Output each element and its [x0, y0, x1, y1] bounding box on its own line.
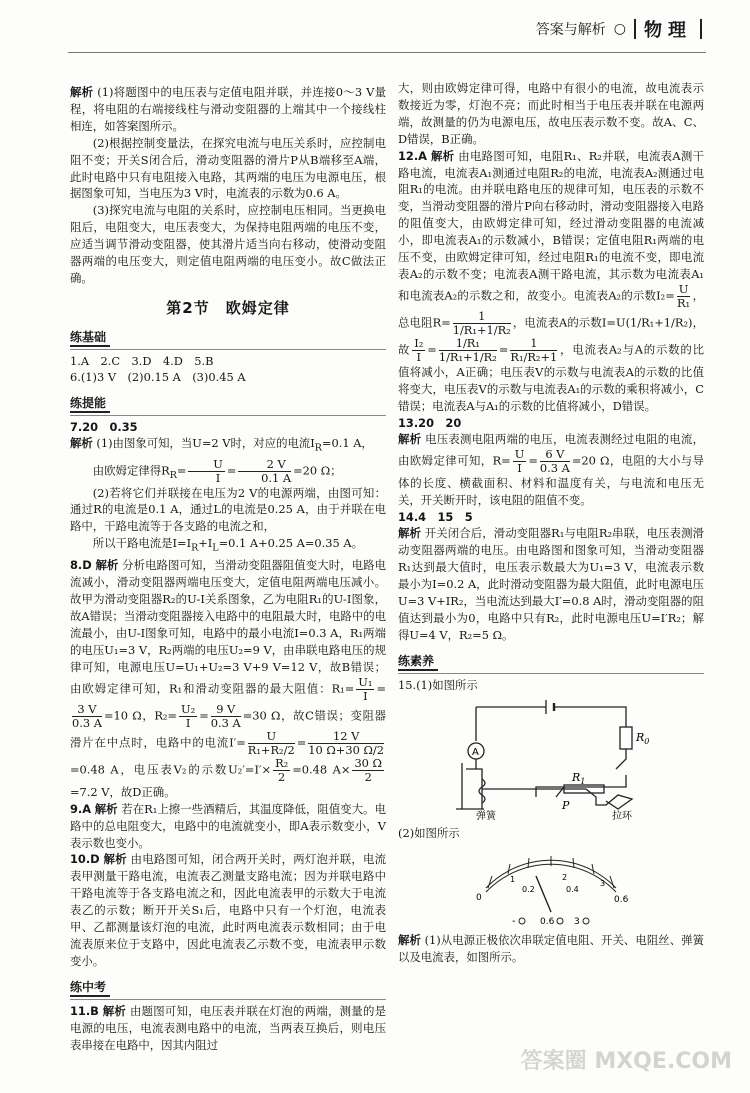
fraction: $\frac{30 \Omega}{2}$ [354, 755, 382, 784]
subheading-exam: 练中考 [70, 978, 110, 997]
fraction: $\frac{\text{U₂}}{I}$ [181, 701, 196, 730]
fraction: $\frac{6 V}{0.3 A}$ [539, 447, 570, 475]
analysis-7a [70, 435, 386, 457]
analysis-10 [70, 851, 386, 969]
label-spring: 弹簧 [476, 811, 496, 822]
analysis-7d: 所以干路电流是$I=I_R+I_L=0.1$ A+0.25 A=0.35 A。 [92, 536, 363, 554]
label-ammeter: A [472, 747, 479, 759]
sub-row-basic [70, 324, 386, 350]
answer-13: 13.20 20 [398, 415, 462, 430]
analysis-tag: 解析 [398, 932, 421, 947]
fraction: $\frac{U}{\text{R₁}}$ [676, 281, 691, 310]
analysis-12: 12.A 解析 由电路图可知，电阻R₁、R₂并联，电流表A测干路电流，电流表A₁测通过电阻R₂的电流，电流表A₂测通过电阻R₁的电流。由并联电路电压的规律可知，电压表的示数不变，当滑动变阻器的滑片P向右移动时，滑动变阻器接入电路的阻值变大，由欧姆定律可知，经过滑动变阻器的电流减小，即电流表A₁的示数减小，B错误；定值电阻R₁两端的电压不变，由欧姆定律可知，经过电阻R₁的电流不变，即电流表A₂的示数不变；电流表A测干路电流，其示数为电流表A₁和电流表A₂的示数之和，故变小。电流表A₂的示数I₂= $\frac{U}{\text{R₁}}$ ，总电阻R= $\frac{1}{\text{1/R₁+1/R₂}}$ ，电流表A的示数I=U(1/R₁+1/R₂)，故 $\frac{\text{I₂}}{I}$ = $\frac{\text{1/R₁}}{\text{1/R₁+1/R₂}}$ = $\frac{1}{\text{R₁/R₂+1}}$ ，电流表A₂与A的示数的比值将减小，A正确；电压表V的示数与电流表A的示数的比值将变大，电压表V的示数与电流表A₁的示数的乘积将减小，C错误；电流表A与A₁的示数的比值将减小，D错误。 [398, 148, 704, 413]
dial-tick-0-4: 0.4 [566, 884, 579, 894]
fraction: $\frac{12 V}{10 \Omega+30 \Omega/2}$ [308, 728, 384, 757]
analysis-tag: 解析 [70, 436, 93, 451]
fraction: $\frac{1}{\text{R₁/R₂+1}}$ [510, 335, 558, 364]
text: 由电路图可知，闭合两开关时，两灯泡并联，电流表甲测量干路电流，电流表乙测量支路电流；因为并联电路中干路电流等于各支路电流之和，因此电流表甲的示数大于电流表乙的示数；断开开关S₁后，电路中只有一个灯泡，电流表甲、乙都测量该灯泡的电流，此时两电流表示数相同；由于电流表原来位于支路中，因此电流表乙示数不变，电流表甲示数变小。 [70, 852, 386, 968]
continuation-11: 大，则由欧姆定律可得，电路中有很小的电流，故电流表示数接近为零，灯泡不亮；而此时相当于电压表并联在电源两端，故测量的仍为电源电压，故电压表示数不变。故A、C、D错误，B正确。 [398, 81, 704, 146]
subheading-literacy: 练素养 [398, 652, 438, 671]
subheading-ability: 练提能 [70, 394, 110, 413]
paragraph-3: (3)探究电流与电阻的关系时，应控制电压相同。当更换电阻后，电阻变大，电压表变大，为保持电阻两端的电压不变，应适当调节滑动变阻器，使其滑片适当向右移动，使滑动变阻器两端的电压变大，则定值电阻两端的电压变小。故C做法正确。 [70, 203, 386, 285]
text: =0.1 A， [321, 436, 373, 451]
label-p: P [562, 799, 570, 813]
header-bar-right [700, 19, 702, 39]
text: 若在R₁上擦一些酒精后，其温度降低，阻值变大。电路中的总电阻变大，电路中的电流就变小，即A表示数变小，V表示数也变小。 [70, 801, 386, 850]
sub: R [314, 442, 322, 454]
text: =20 Ω； [293, 463, 342, 478]
text: 由题图可知，电压表并联在灯泡的两端，测量的是电源的电压，电流表测电路中的电流，当两表互换后，则电压表串接在电路中，因其内阻过 [70, 1003, 386, 1052]
dial-tick-1: 1 [510, 874, 516, 884]
analysis-tag: 解析 [398, 432, 422, 447]
paragraph-2: (2)根据控制变量法，在探究电流与电压关系时，应控制电阻不变；开关S闭合后，滑动变阻器的滑片P从B端移至A端，此时电路中只有电阻接入电路，其两端的电压为电源电压，根据图象可知，当电压为3 V时，电流表的示数为0.6 A。 [70, 135, 386, 201]
answers-6: 6.(1)3 V (2)0.15 A (3)0.45 A [70, 370, 246, 385]
analysis-tag: 解析 [398, 526, 421, 541]
analysis-15: 解析 (1)从电源正极依次串联定值电阻、开关、电阻丝、弹簧以及电流表，如图所示。 [398, 932, 704, 964]
fraction: $\frac{\text{I₂}}{I}$ [414, 335, 424, 364]
left-column [70, 84, 386, 1054]
ammeter-dial [466, 846, 636, 928]
qnum-7: 7.20 0.35 [70, 419, 138, 434]
header-rule [68, 52, 706, 53]
label-ring: 拉环 [612, 811, 632, 822]
header-section: 答案与解析 [535, 22, 606, 38]
subheading-basic: 练基础 [70, 328, 110, 347]
text: 所以干路电流是I=I [92, 536, 192, 551]
label-r0: $R_0$ [636, 731, 650, 747]
header-separator: ○ [613, 21, 626, 37]
analysis-tag: 解析 [103, 852, 127, 867]
text: (1)将题图中的电压表与定值电阻并联，并连接0～3 V量程，将电阻的右端接线柱与滑动变阻器的上端其中一个接线柱相连，如答案图所示。 [70, 85, 386, 133]
analysis-11 [70, 1003, 386, 1054]
fraction-u-over-ir: $\frac{U}{I}$ [188, 458, 224, 485]
sub: R [169, 469, 177, 481]
analysis-7c: (2)若将它们并联接在电压为2 V的电源两端，由图可知：通过R的电流是0.1 A，通过L的电流是0.25 A，由于并联在电路中，干路电流等于各支路的电流之和， [70, 485, 386, 534]
analysis-tag: 解析 [94, 801, 118, 816]
qnum-11: 11.B [70, 1003, 99, 1018]
analysis-8: 8.D 解析 分析电路图可知，当滑动变阻器阻值变大时，电路电流减小，滑动变阻器两端电压变大，定值电阻两端电压减小。故甲为滑动变阻器R₂的U-I关系图象，乙为电阻R₁的U-I图象，故A错误；当滑动变阻器接入电路中的电阻最大时，电路中的电流最小，由U-I图象可知，电路中的最小电流I=0.3 A，R₁两端的电压U₁=3 V，R₂两端的电压U₂=9 V，由串联电路电压的规律可知，电源电压U=U₁+U₂=3 V+9 V=12 V，故B错误；由欧姆定律可知，R₁和滑动变阻器的最大阻值：R₁= $\frac{\text{U₁}}{I}$ = $\frac{3 V}{0.3 A}$ =10 Ω，R₂= $\frac{\text{U₂}}{I}$ = $\frac{9 V}{0.3 A}$ =30 Ω，故C错误；变阻器滑片在中点时，电路中的电流I′= $\frac{U}{\text{R₁+R₂/2}}$ = $\frac{12 V}{10 \Omega+30 \Omega/2}$ =0.48 A，电压表V₂的示数U₂′=I′× $\frac{\text{R₂}}{2}$ =0.48 A× $\frac{30 \Omega}{2}$ =7.2 V，故D正确。 [70, 558, 387, 799]
terminal-minus: - [512, 915, 516, 927]
analysis-tag: 解析 [95, 558, 119, 573]
analysis-14: 解析 开关闭合后，滑动变阻器R₁与电阻R₂串联，电压表测滑动变阻器两端的电压。由电路图和图象可知，当滑动变阻器R₁达到最大值时，电压表示数最大为U₁=3 V，电流表示数最小为I=0.2 A，此时滑动变阻器为最大阻值，此时电源电压U=3 V+IR₂，当电流达到最大I′=0.8 A时，滑动变阻器的阻值达到最小为0，电路中只有R₂，此时电源电压U=I′R₂；解得U=4 V，R₂=5 Ω。 [398, 526, 704, 642]
sub-row-ability [70, 390, 386, 416]
dial-tick-2: 2 [562, 872, 568, 882]
answer-14: 14.4 15 5 [398, 509, 473, 524]
watermark: 答案圈 MXQE.COM [520, 1049, 732, 1074]
analysis-7b: 由欧姆定律得$R_R=$ $\frac{U}{I}$ = $\frac{2 V}{0.1 A}$ =20 Ω； [92, 456, 342, 485]
sub-row-exam [70, 974, 386, 1000]
fraction: $\frac{3 V}{0.3 A}$ [72, 701, 102, 730]
terminal-0-6: 0.6 [540, 916, 555, 927]
fraction: $\frac{1}{\text{1/R₁+1/R₂}}$ [452, 308, 511, 337]
analysis-tag: 解析 [70, 85, 94, 99]
answers-1-5: 1.A 2.C 3.D 4.D 5.B [70, 353, 214, 368]
analysis-tag: 解析 [430, 148, 455, 163]
fraction: $\frac{U}{\text{R₁+R₂/2}}$ [247, 728, 295, 757]
analysis-tag: 解析 [102, 1003, 127, 1018]
header-subject: 物理 [644, 20, 692, 41]
fraction: $\frac{\text{U₁}}{I}$ [358, 674, 373, 703]
answer-7 [70, 419, 386, 436]
fraction: $\frac{9 V}{0.3 A}$ [210, 701, 241, 730]
circuit-diagram [436, 697, 666, 821]
text: 由电路图可知，电阻R₁、R₂并联，电流表A测干路电流，电流表A₁测通过电阻R₂的电流，电流表A₂测通过电阻R₁的电流。由并联电路电压的规律可知，电压表的示数不变，当滑动变阻器的滑片P向右移动时，滑动变阻器接入电路的阻值变大，由欧姆定律可知，经过滑动变阻器的电流减小，即电流表A₁的示数减小，B错误；定值电阻R₁两端的电压不变，由欧姆定律可知，经过电阻R₁的电流不变，即电流表A₂的示数不变；电流表A测干路电流，其示数为电流表A₁和电流表A₂的示数之和，故变小。电流表A₂的示数I₂= [398, 148, 704, 303]
terminal-3: 3 [574, 916, 580, 927]
sub-row-literacy [398, 648, 704, 674]
qnum-8: 8.D [70, 558, 92, 573]
section-title: 第2节 欧姆定律 [166, 298, 290, 317]
page-header [536, 12, 702, 46]
paragraph-1 [70, 84, 386, 135]
dial-tick-0-2: 0.2 [522, 884, 535, 894]
qnum-10: 10.D [70, 852, 100, 867]
dial-tick-3: 3 [600, 878, 606, 888]
text: (1)由图象可知，当U=2 V时，对应的电流I [96, 436, 315, 451]
header-bar-left [634, 19, 636, 39]
label-r1: $R_1$ [572, 771, 586, 787]
qnum-9: 9.A [70, 801, 92, 816]
analysis-9 [70, 801, 386, 852]
text: 分析电路图可知，当滑动变阻器阻值变大时，电路电流减小，滑动变阻器两端电压变大，定值电阻两端电压减小。故甲为滑动变阻器R₂的U-I关系图象，乙为电阻R₁的U-I图象，故A错误；当滑动变阻器接入电路中的电阻最大时，电路中的电流最小，由U-I图象可知，电路中的最小电流I=0.3 A，R₁两端的电压U₁=3 V，R₂两端的电压U₂=9 V，由串联电路电压的规律可知，电源电压U=U₁+U₂=3 V+9 V=12 V，故B错误；由欧姆定律可知，R₁和滑动变阻器的最大阻值：R₁= [70, 558, 387, 696]
fraction: $\frac{U}{I}$ [514, 447, 525, 475]
analysis-13: 解析 电压表测电阻两端的电压，电流表测经过电阻的电流，由欧姆定律可知，R= $\frac{U}{I}$ = $\frac{6 V}{0.3 A}$ =20 Ω，电阻的大小与导体的长度、横截面积、材料和温度有关，与电流和电压无关，开关断开时，该电阻的阻值不变。 [398, 432, 705, 507]
fraction: $\frac{\text{1/R₁}}{\text{1/R₁+1/R₂}}$ [438, 335, 497, 364]
qnum-12: 12.A [398, 148, 427, 163]
fraction-2v-01a: $\frac{2 V}{0.1 A}$ [238, 458, 291, 485]
fraction: $\frac{\text{R₂}}{2}$ [275, 755, 289, 784]
answer-15-1: 15.(1)如图所示 [398, 677, 478, 692]
dial-tick-0: 0 [476, 892, 482, 903]
text: 由欧姆定律得R [92, 463, 170, 478]
right-column [398, 80, 704, 965]
dial-tick-0-6: 0.6 [614, 894, 629, 905]
answer-15-2: (2)如图所示 [398, 826, 460, 841]
